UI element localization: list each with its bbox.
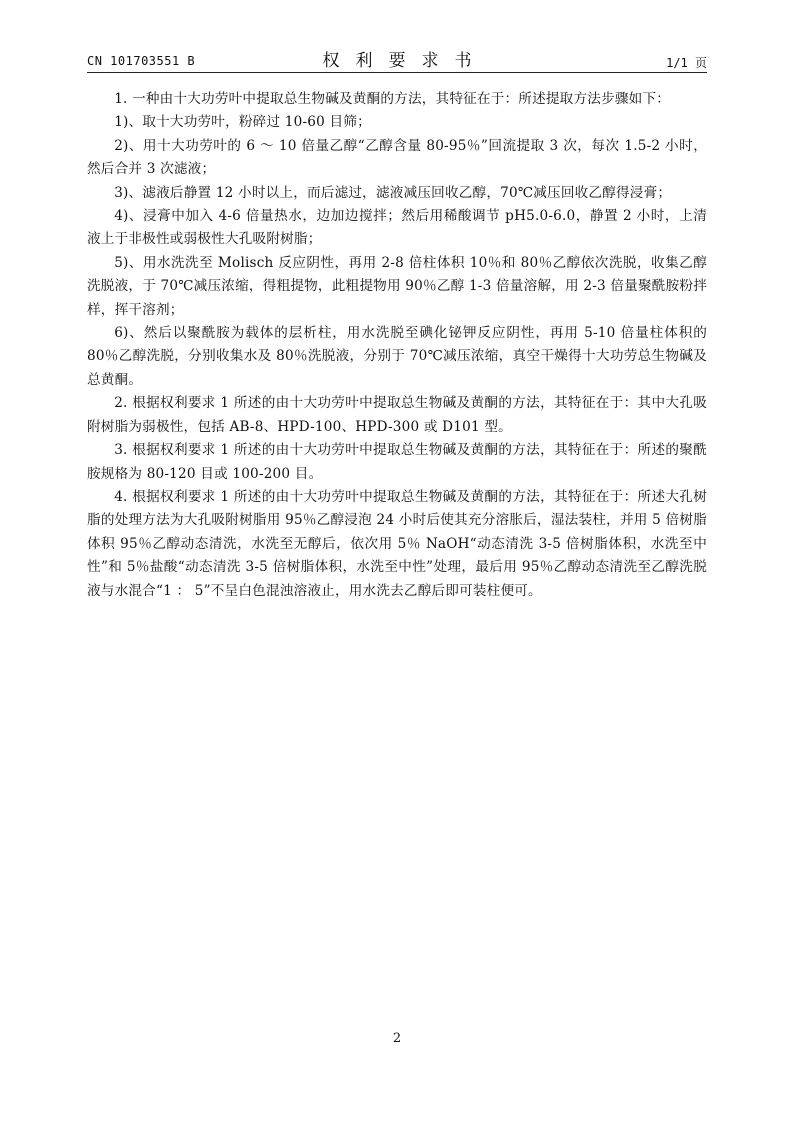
page-count: 1/1 页 — [666, 56, 707, 70]
claim-paragraph: 2)、用十大功劳叶的 6 ～ 10 倍量乙醇“乙醇含量 80-95％”回流提取 3 次，每次 1.5-2 小时，然后合并 3 次滤液； — [87, 137, 707, 178]
claim-paragraph: 3. 根据权利要求 1 所述的由十大功劳叶中提取总生物碱及黄酮的方法，其特征在于：所述的聚酰胺规格为 80-120 目或 100-200 目。 — [87, 442, 707, 482]
claims-body — [87, 88, 707, 603]
header-divider — [87, 72, 707, 73]
page-number: 2 — [392, 1031, 402, 1046]
document-title: 权利要求书 — [322, 51, 488, 71]
claim-paragraph: 4)、浸膏中加入 4-6 倍量热水，边加边搅拌；然后用稀酸调节 pH5.0-6.0，静置 2 小时，上清液上于非极性或弱极性大孔吸附树脂； — [87, 208, 707, 248]
publication-number: CN 101703551 B — [87, 54, 196, 68]
claim-paragraph: 5)、用水洗洗至 Molisch 反应阴性，再用 2-8 倍柱体积 10％和 80％乙醇依次洗脱，收集乙醇洗脱液，于 70℃减压浓缩，得粗提物，此粗提物用 90％乙醇 1-3 倍量溶解，用 2-3 倍量聚酰胺粉拌样，挥干溶剂； — [87, 254, 707, 318]
claim-paragraph: 1. 一种由十大功劳叶中提取总生物碱及黄酮的方法，其特征在于：所述提取方法步骤如下： — [114, 91, 671, 107]
claim-paragraph: 4. 根据权利要求 1 所述的由十大功劳叶中提取总生物碱及黄酮的方法，其特征在于：所述大孔树脂的处理方法为大孔吸附树脂用 95％乙醇浸泡 24 小时后使其充分溶胀后，湿法装柱，并用 5 倍树脂体积 95％乙醇动态清洗，水洗至无醇后，依次用 5％ NaOH“动态清洗 3-5 倍树脂体积，水洗至中性”和 5％盐酸“动态清洗 3-5 倍树脂体积，水洗至中性”处理，最后用 95％乙醇动态清洗至乙醇洗脱液与水混合“1 ： 5”不呈白色混浊溶液止，用水洗去乙醇后即可装柱便可。 — [87, 488, 707, 599]
claim-paragraph: 1)、取十大功劳叶，粉碎过 10-60 目筛； — [114, 114, 371, 131]
claim-paragraph: 2. 根据权利要求 1 所述的由十大功劳叶中提取总生物碱及黄酮的方法，其特征在于：其中大孔吸附树脂为弱极性，包括 AB-8、HPD-100、HPD-300 或 D101 型。 — [87, 395, 707, 435]
claim-paragraph: 3)、滤液后静置 12 小时以上，而后滤过，滤液减压回收乙醇，70℃减压回收乙醇得浸膏； — [114, 184, 672, 201]
page-header — [87, 44, 707, 70]
claim-paragraph: 6)、然后以聚酰胺为载体的层析柱，用水洗脱至碘化铋钾反应阴性，再用 5-10 倍量柱体积的 80％乙醇洗脱，分别收集水及 80％洗脱液，分别于 70℃减压浓缩，真空干燥得十大功劳总生物碱及总黄酮。 — [87, 325, 707, 388]
